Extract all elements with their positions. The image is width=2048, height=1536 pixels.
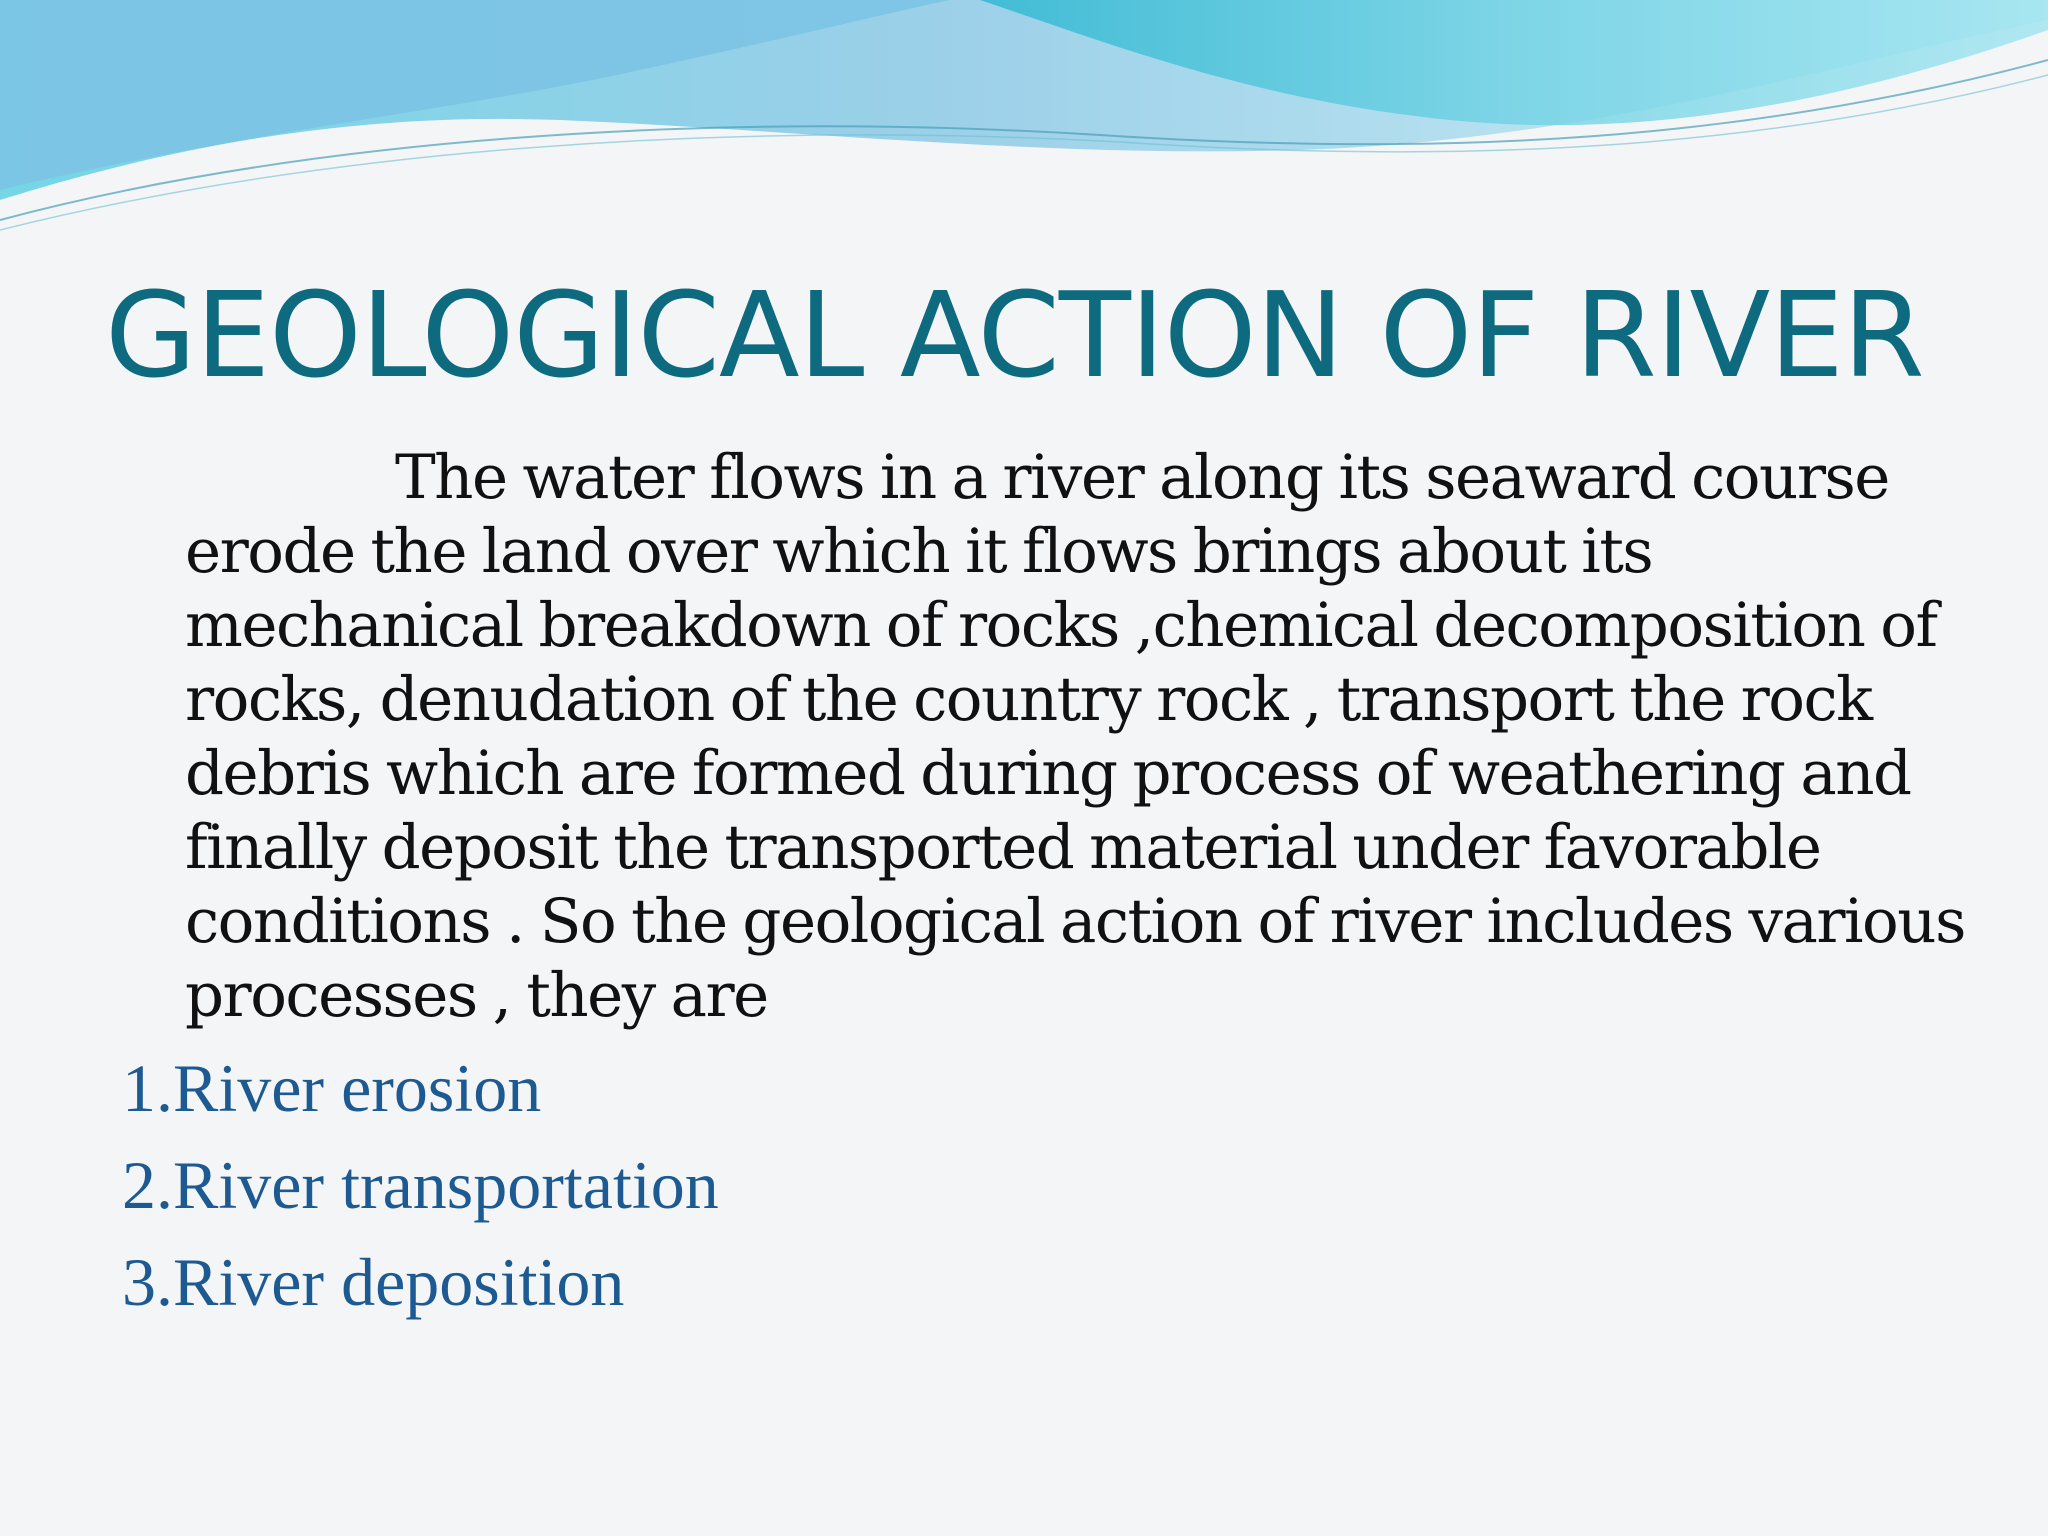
slide-title: GEOLOGICAL ACTION OF RIVER: [105, 266, 1924, 404]
body-paragraph: The water flows in a river along its seaward course erode the land over which it flows brings about its mechanical breakdown of rocks ,chemical decomposition of rocks, denudation of the country rock , transport the rock debris which are formed during process of weathering and finally deposit the transported material under favorable conditions . So the geological action of river includes various processes , they are: [185, 442, 1965, 1031]
list-item: 3.River deposition: [122, 1244, 625, 1320]
wave-header-decoration: [0, 0, 2048, 240]
list-item: 1.River erosion: [122, 1050, 542, 1126]
process-list: [122, 1040, 719, 1331]
list-item: 2.River transportation: [122, 1147, 719, 1223]
